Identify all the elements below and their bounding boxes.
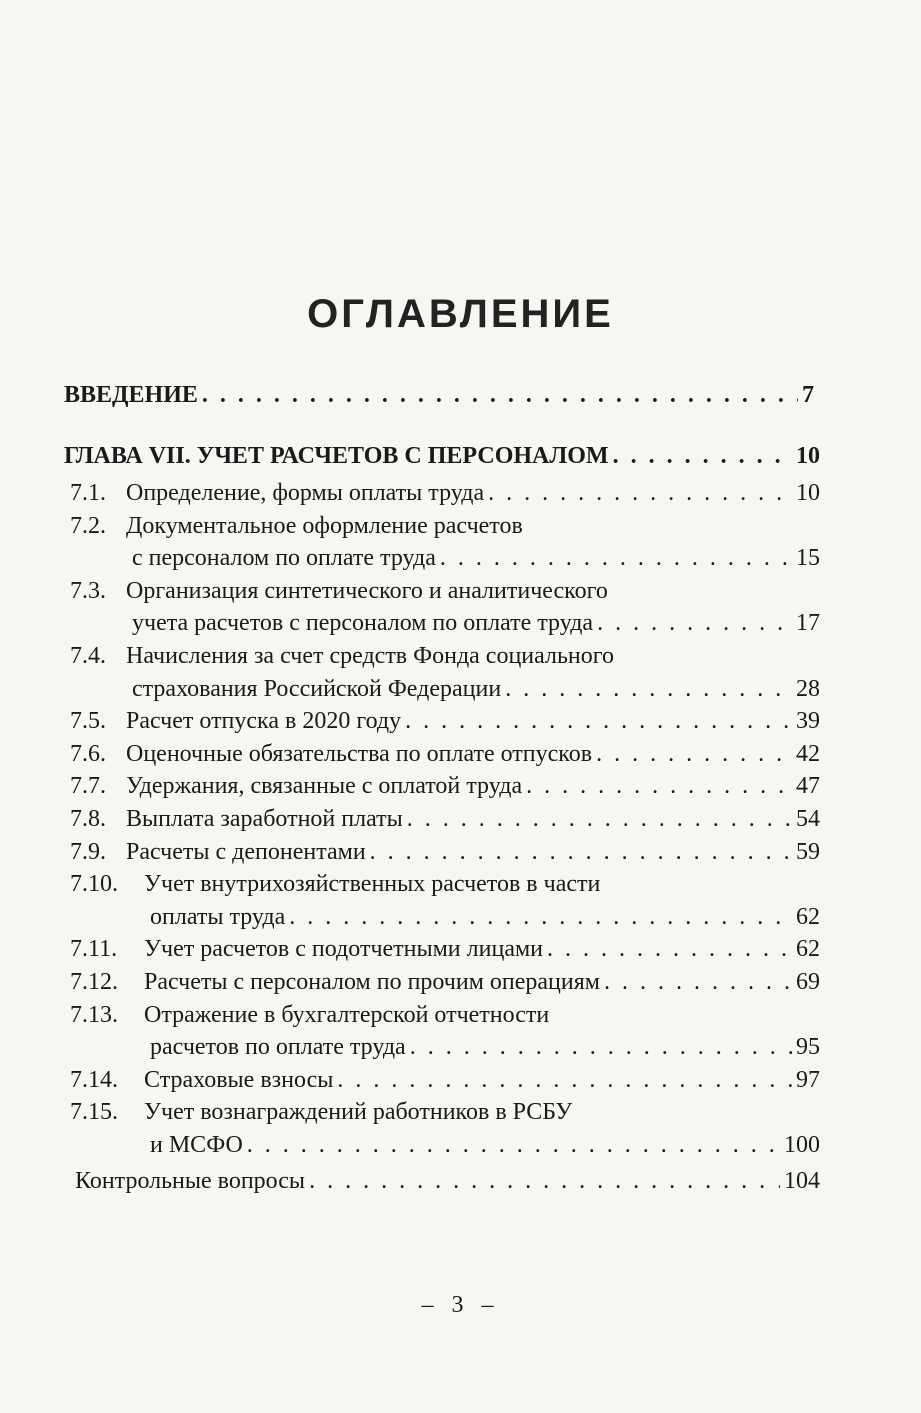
toc-page-number: 17	[796, 610, 820, 637]
leader-dots	[488, 478, 792, 508]
leader-dots	[526, 771, 792, 801]
toc-entry-label: Определение, формы оплаты труда	[126, 480, 485, 506]
leader-dots	[597, 608, 792, 638]
toc-section-number: 7.9.	[70, 838, 106, 865]
toc-entry-label: Расчеты с персоналом по прочим операциям	[144, 969, 600, 995]
toc-page-number: 10	[796, 443, 820, 469]
toc-entry-label: Страховые взносы	[144, 1066, 334, 1093]
toc-section-number: 7.6.	[70, 740, 106, 767]
toc-entry-label: Учет внутрихозяйственных расчетов в части	[144, 871, 601, 898]
toc-entry-label: Документальное оформление расчетов	[126, 512, 523, 539]
toc-entry-label: Начисления за счет средств Фонда социального	[126, 643, 615, 669]
toc-section-number: 7.7.	[70, 773, 106, 800]
toc-entry-label: ВВЕДЕНИЕ	[64, 382, 198, 408]
toc-entry-section[interactable]	[70, 837, 820, 870]
toc-entry-label: учета расчетов с персоналом по оплате труда	[132, 610, 594, 637]
toc-section-number: 7.11.	[70, 936, 118, 963]
leader-dots	[596, 739, 792, 769]
toc-section-number: 7.1.	[70, 480, 106, 506]
leader-dots	[613, 441, 792, 471]
toc-section-number: 7.12.	[70, 969, 118, 995]
toc-section-number: 7.10.	[70, 871, 118, 898]
toc-entry-section[interactable]	[70, 1000, 820, 1065]
leader-dots	[505, 674, 792, 704]
toc-entry-label: Расчет отпуска в 2020 году	[126, 708, 402, 735]
toc-entry-section[interactable]	[70, 478, 820, 511]
toc-page-number: 97	[796, 1066, 820, 1093]
leader-dots	[407, 804, 792, 834]
toc-section-number: 7.3.	[70, 577, 106, 604]
leader-dots	[410, 1032, 792, 1062]
toc-page-number: 59	[796, 838, 820, 865]
toc-section-number: 7.8.	[70, 806, 106, 832]
leader-dots	[370, 837, 792, 867]
toc-section-number: 7.4.	[70, 643, 106, 669]
toc-section-number: 7.14.	[70, 1066, 118, 1093]
toc-entry-label: с персоналом по оплате труда	[132, 545, 436, 572]
toc-entry-label: Отражение в бухгалтерской отчетности	[144, 1001, 550, 1028]
toc-page-number: 54	[796, 806, 820, 832]
toc-entry-label: Удержания, связанные с оплатой труда	[126, 773, 523, 800]
toc-entry-section[interactable]	[70, 967, 820, 1000]
leader-dots	[289, 902, 792, 932]
toc-entry-label: Выплата заработной платы	[126, 806, 403, 832]
leader-dots	[604, 967, 792, 997]
toc-entry-label: Организация синтетического и аналитического	[126, 577, 608, 604]
toc-entry-section[interactable]	[70, 934, 820, 967]
toc-entry-label: страхования Российской Федерации	[132, 675, 502, 702]
toc-entry-section[interactable]	[70, 1065, 820, 1098]
toc-entry-section[interactable]	[70, 739, 820, 772]
leader-dots	[202, 380, 798, 410]
leader-dots	[405, 706, 792, 736]
toc-entry-label: ГЛАВА VII. УЧЕТ РАСЧЕТОВ С ПЕРСОНАЛОМ	[64, 443, 609, 469]
toc-entry-label: Учет вознаграждений работников в РСБУ	[144, 1099, 573, 1126]
page-title: ОГЛАВЛЕНИЕ	[307, 292, 614, 336]
toc-entry-section[interactable]	[70, 511, 820, 576]
toc-entry-section[interactable]	[70, 706, 820, 739]
toc-entry-section[interactable]	[70, 641, 820, 706]
toc-entry-section[interactable]	[70, 1097, 820, 1162]
toc-entry-section[interactable]	[70, 804, 820, 837]
leader-dots	[309, 1166, 780, 1196]
toc-page-number: 62	[796, 936, 820, 963]
toc-page-number: 62	[796, 903, 820, 930]
toc-page-number: 42	[796, 740, 820, 767]
toc-page-number: 47	[796, 773, 820, 800]
toc-page-number: 28	[796, 675, 820, 702]
leader-dots	[440, 543, 792, 573]
toc-section-number: 7.15.	[70, 1099, 118, 1126]
toc-page-number: 104	[784, 1168, 820, 1194]
toc-page-number: 100	[784, 1131, 820, 1158]
toc-entry-label: и МСФО	[150, 1131, 243, 1158]
toc-page-number: 39	[796, 708, 820, 735]
toc-page-number: 7	[802, 382, 814, 408]
leader-dots	[247, 1130, 780, 1160]
toc-page-number: 69	[796, 969, 820, 995]
toc-entry-label: Расчеты с депонентами	[126, 838, 366, 865]
toc-page-number: 10	[796, 480, 820, 506]
toc-entry-section[interactable]	[70, 869, 820, 934]
toc-entry-section[interactable]	[70, 771, 820, 804]
toc-section-number: 7.13.	[70, 1001, 118, 1028]
toc-entry-section[interactable]	[70, 576, 820, 641]
leader-dots	[337, 1065, 792, 1095]
toc-page-number: 15	[796, 545, 820, 572]
toc-section-number: 7.2.	[70, 512, 106, 539]
toc-entry-label: расчетов по оплате труда	[150, 1034, 406, 1061]
toc-page-number: 95	[796, 1034, 820, 1061]
toc-entry-label: оплаты труда	[150, 903, 286, 930]
toc-entry-label: Контрольные вопросы	[75, 1168, 306, 1194]
toc-section-number: 7.5.	[70, 708, 106, 735]
toc-entry-label: Учет расчетов с подотчетными лицами	[144, 936, 543, 963]
page-number-footer: – 3 –	[421, 1292, 500, 1318]
leader-dots	[547, 934, 792, 964]
toc-entry-label: Оценочные обязательства по оплате отпусков	[126, 740, 593, 767]
